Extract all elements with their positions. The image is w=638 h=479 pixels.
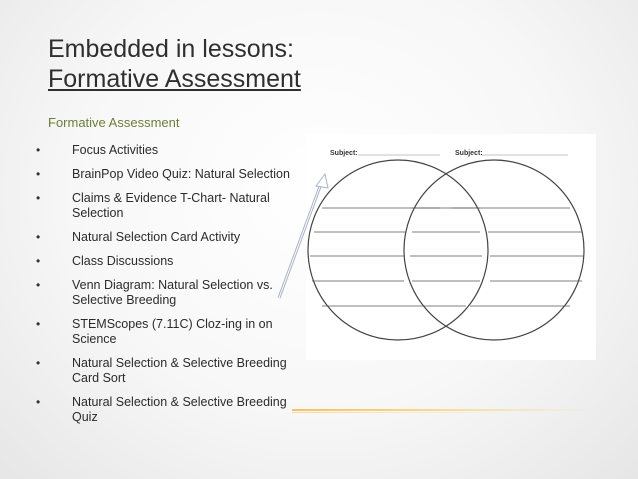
bullet-text: Natural Selection & Selective Breeding Card Sort: [72, 356, 287, 385]
bullet-icon: •: [36, 230, 41, 244]
subheading: Formative Assessment: [48, 115, 180, 130]
bullet-icon: •: [36, 191, 41, 205]
bullet-text: Class Discussions: [72, 254, 174, 268]
accent-bar: [292, 409, 592, 411]
bullet-icon: •: [36, 356, 41, 370]
bullet-text: STEMScopes (7.11C) Cloz-ing in on Science: [72, 317, 273, 346]
title-line-2: Formative Assessment: [48, 65, 301, 93]
left-subject-label: Subject:: [330, 150, 358, 157]
bullet-text: Natural Selection Card Activity: [72, 230, 241, 244]
bullet-text: Claims & Evidence T-Chart- Natural Selection: [72, 191, 270, 220]
bullet-text: Venn Diagram: Natural Selection vs. Selective Breeding: [72, 278, 273, 307]
bullet-text: BrainPop Video Quiz: Natural Selection: [72, 167, 290, 181]
title-line-1: Embedded in lessons:: [48, 35, 294, 63]
bullet-icon: •: [36, 167, 41, 181]
bullet-text: Natural Selection & Selective Breeding Quiz: [72, 395, 287, 424]
right-subject-label: Subject:: [455, 150, 483, 157]
bullet-icon: •: [36, 395, 41, 409]
bullet-icon: •: [36, 278, 41, 292]
bullet-icon: •: [36, 143, 41, 157]
bullet-icon: •: [36, 254, 41, 268]
accent-bar-thin: [292, 412, 512, 413]
bullet-text: Focus Activities: [72, 143, 159, 157]
bullet-icon: •: [36, 317, 41, 331]
